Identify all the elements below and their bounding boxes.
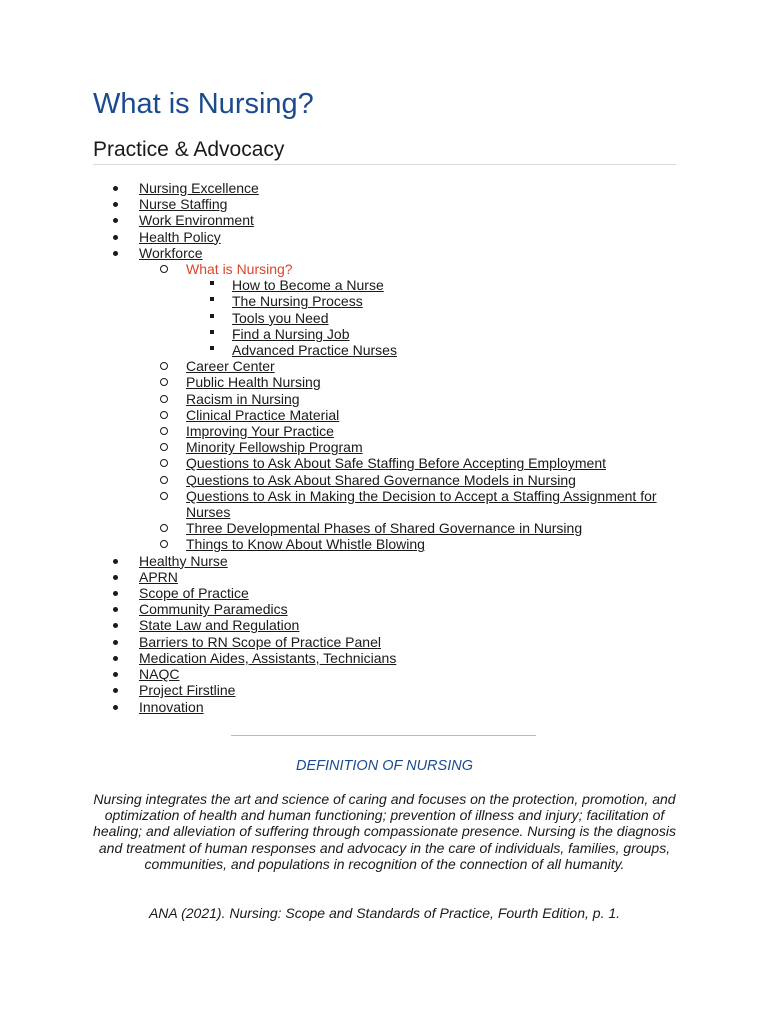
nav-subsubitem [93, 326, 676, 342]
nav-link-shared-governance-questions[interactable]: Questions to Ask About Shared Governance Models in Nursing [186, 471, 576, 488]
circle-bullet-icon [160, 492, 168, 500]
nav-link-healthy-nurse[interactable]: Healthy Nurse [139, 552, 228, 569]
nav-link-work-environment[interactable]: Work Environment [139, 212, 254, 229]
nav-subitem [93, 391, 676, 407]
bullet-icon [113, 251, 118, 256]
definition-body: Nursing integrates the art and science of caring and focuses on the protection, promotion, and optimization of health and human functioning; prevention of illness and injury; facilitation of healing; and alleviation of suffering through compassionate presence. Nursing is the diagnosis and treatment of human responses and advocacy in the care of individuals, families, groups, communities, and populations in recognition of the connection of all humanity. [93, 791, 676, 872]
bullet-icon [113, 202, 118, 207]
bullet-icon [113, 591, 118, 596]
nav-list [93, 180, 676, 715]
nav-link-shared-governance-phases[interactable]: Three Developmental Phases of Shared Governance in Nursing [186, 520, 583, 537]
nav-link-advanced-practice-nurses[interactable]: Advanced Practice Nurses [232, 342, 397, 359]
circle-bullet-icon [160, 459, 168, 467]
nav-item [93, 634, 676, 650]
nav-link-clinical-practice-material[interactable]: Clinical Practice Material [186, 406, 340, 423]
nav-subitem [93, 261, 676, 277]
nav-link-innovation[interactable]: Innovation [139, 698, 204, 715]
nav-item [93, 212, 676, 228]
nav-link-how-to-become-a-nurse[interactable]: How to Become a Nurse [232, 277, 384, 294]
square-bullet-icon [210, 346, 214, 350]
nav-subitem [93, 536, 676, 552]
bullet-icon [113, 623, 118, 628]
nav-link-improving-your-practice[interactable]: Improving Your Practice [186, 423, 334, 440]
nav-link-racism-in-nursing[interactable]: Racism in Nursing [186, 390, 300, 407]
circle-bullet-icon [160, 411, 168, 419]
nav-link-public-health-nursing[interactable]: Public Health Nursing [186, 374, 321, 391]
bullet-icon [113, 218, 118, 223]
nav-link-project-firstline[interactable]: Project Firstline [139, 682, 236, 699]
nav-item [93, 617, 676, 633]
nav-link-aprn[interactable]: APRN [139, 568, 178, 585]
nav-item [93, 229, 676, 245]
bullet-icon [113, 672, 118, 677]
bullet-icon [113, 575, 118, 580]
nav-subitem [93, 455, 676, 471]
nav-link-staffing-assignment-questions[interactable]: Questions to Ask in Making the Decision to Accept a Staffing Assignment for Nurses [186, 487, 657, 521]
nav-subitem [93, 407, 676, 423]
divider [231, 735, 536, 736]
nav-item [93, 601, 676, 617]
nav-link-find-a-nursing-job[interactable]: Find a Nursing Job [232, 325, 350, 342]
circle-bullet-icon [160, 362, 168, 370]
section-title: Practice & Advocacy [93, 136, 676, 165]
nav-link-health-policy[interactable]: Health Policy [139, 228, 221, 245]
nav-link-state-law-and-regulation[interactable]: State Law and Regulation [139, 617, 300, 634]
bullet-icon [113, 607, 118, 612]
nav-item [93, 569, 676, 585]
bullet-icon [113, 235, 118, 240]
bullet-icon [113, 688, 118, 693]
square-bullet-icon [210, 330, 214, 334]
nav-link-naqc[interactable]: NAQC [139, 666, 180, 683]
definition-citation: ANA (2021). Nursing: Scope and Standards of Practice, Fourth Edition, p. 1. [148, 905, 621, 921]
bullet-icon [113, 186, 118, 191]
nav-link-minority-fellowship-program[interactable]: Minority Fellowship Program [186, 439, 363, 456]
circle-bullet-icon [160, 427, 168, 435]
circle-bullet-icon [160, 378, 168, 386]
nav-subitem [93, 472, 676, 488]
nav-subitem [93, 520, 676, 536]
nav-item [93, 682, 676, 698]
definition-heading: DEFINITION OF NURSING [296, 758, 473, 774]
nav-item [93, 196, 676, 212]
nav-subitem [93, 374, 676, 390]
square-bullet-icon [210, 281, 214, 285]
circle-bullet-icon [160, 395, 168, 403]
nav-subitem [93, 439, 676, 455]
nav-subsubitem [93, 293, 676, 309]
circle-bullet-icon [160, 443, 168, 451]
circle-bullet-icon [160, 476, 168, 484]
nav-subitem [93, 358, 676, 374]
nav-link-community-paramedics[interactable]: Community Paramedics [139, 601, 288, 618]
nav-link-nurse-staffing[interactable]: Nurse Staffing [139, 196, 228, 213]
nav-item [93, 650, 676, 666]
nav-item [93, 699, 676, 715]
nav-link-career-center[interactable]: Career Center [186, 358, 275, 375]
nav-link-safe-staffing-questions[interactable]: Questions to Ask About Safe Staffing Before Accepting Employment [186, 455, 606, 472]
nav-link-nursing-excellence[interactable]: Nursing Excellence [139, 180, 259, 196]
nav-link-the-nursing-process[interactable]: The Nursing Process [232, 293, 363, 310]
nav-subsubitem [93, 342, 676, 358]
circle-bullet-icon [160, 524, 168, 532]
nav-link-medication-aides[interactable]: Medication Aides, Assistants, Technicians [139, 649, 397, 666]
nav-link-workforce[interactable]: Workforce [139, 244, 203, 261]
bullet-icon [113, 705, 118, 710]
nav-item [93, 666, 676, 682]
nav-item [93, 180, 676, 196]
bullet-icon [113, 640, 118, 645]
nav-subitem [93, 423, 676, 439]
nav-link-tools-you-need[interactable]: Tools you Need [232, 309, 329, 326]
page-title: What is Nursing? [93, 88, 314, 120]
circle-bullet-icon [160, 265, 168, 273]
nav-subitem [93, 488, 676, 520]
square-bullet-icon [210, 314, 214, 318]
nav-link-whistle-blowing[interactable]: Things to Know About Whistle Blowing [186, 536, 425, 553]
nav-item [93, 245, 676, 261]
nav-subsubitem [93, 277, 676, 293]
nav-link-barriers-panel[interactable]: Barriers to RN Scope of Practice Panel [139, 633, 381, 650]
nav-link-scope-of-practice[interactable]: Scope of Practice [139, 585, 249, 602]
nav-item [93, 585, 676, 601]
bullet-icon [113, 656, 118, 661]
circle-bullet-icon [160, 540, 168, 548]
square-bullet-icon [210, 297, 214, 301]
nav-subsubitem [93, 310, 676, 326]
bullet-icon [113, 559, 118, 564]
nav-item [93, 553, 676, 569]
nav-link-what-is-nursing[interactable]: What is Nursing? [186, 261, 293, 278]
